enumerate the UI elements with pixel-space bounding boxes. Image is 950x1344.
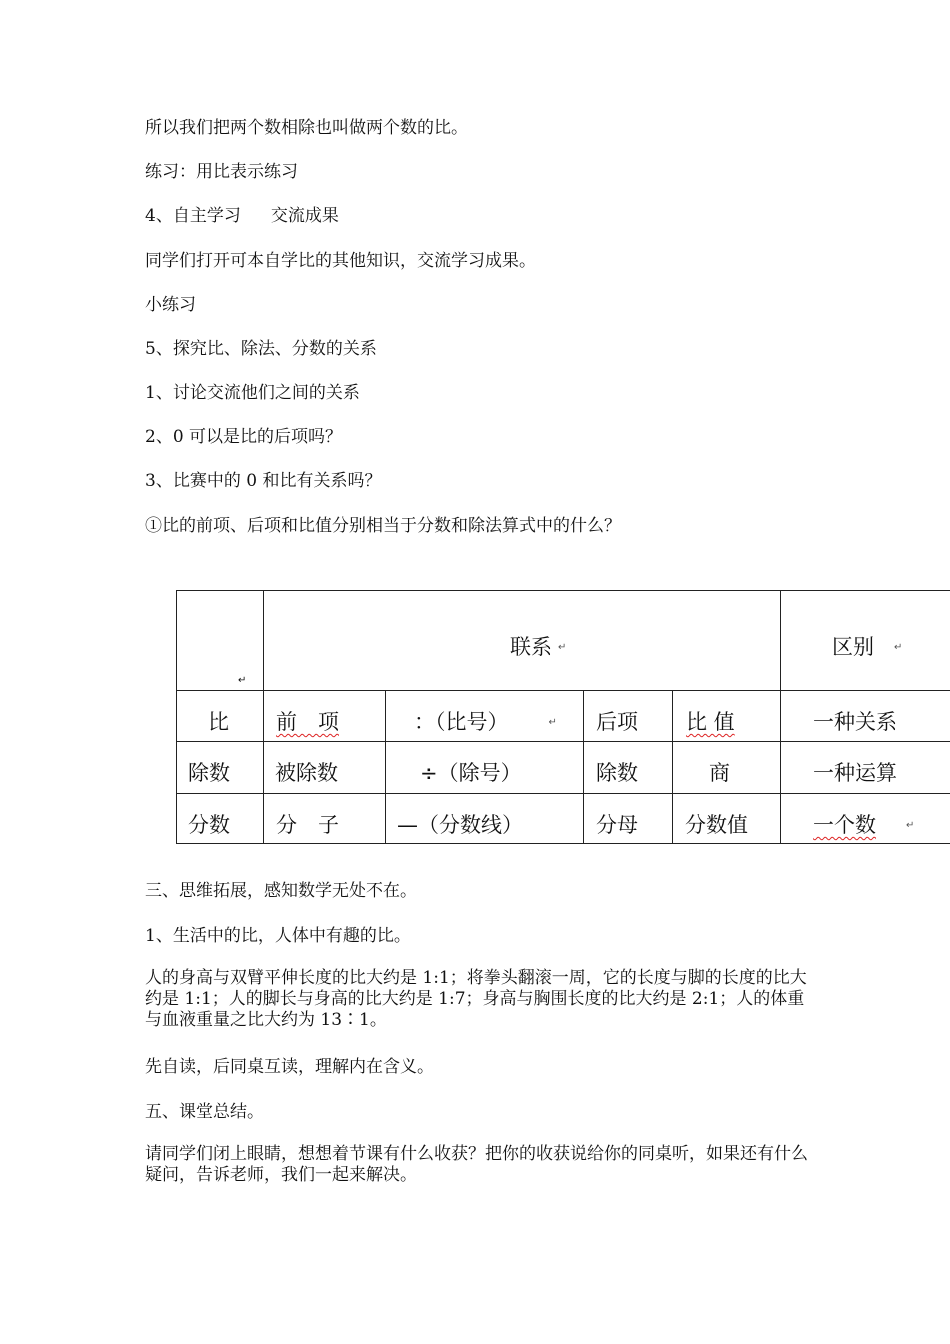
cell-diff-fraction: 一个数 ↵	[813, 813, 915, 837]
line-ratio-definition: 所以我们把两个数相除也叫做两个数的比。	[145, 118, 468, 138]
row-label-fraction: 分数	[188, 813, 230, 837]
return-mark: ↵	[906, 820, 915, 831]
section-three-heading: 三、思维拓展，感知数学无处不在。	[145, 881, 417, 901]
line-self-study	[145, 205, 339, 227]
cell-fraction-line: —（分数线）	[397, 813, 523, 837]
self-study-number: 4、自主学习	[145, 206, 241, 226]
cell-ratio-value: 比 值	[686, 710, 735, 734]
section-five-heading: 五、课堂总结。	[145, 1102, 264, 1122]
line-question-terms: ①比的前项、后项和比值分别相当于分数和除法算式中的什么？	[145, 516, 621, 536]
cell-diff-division: 一种运算	[813, 761, 897, 785]
return-mark: ↵	[894, 642, 903, 653]
line-ratios-in-body: 1、生活中的比，人体中有趣的比。	[145, 926, 411, 946]
line-open-book: 同学们打开可本自学比的其他知识，交流学习成果。	[145, 251, 536, 271]
cell-division-sign: ÷（除号）	[420, 761, 522, 785]
line-zero-consequent: 2、0 可以是比的后项吗？	[145, 427, 343, 447]
cell-fraction-value: 分数值	[685, 813, 748, 837]
row-label-division: 除数	[188, 761, 230, 785]
return-mark: ↵	[558, 642, 567, 653]
self-study-title: 交流成果	[270, 206, 339, 226]
cell-quotient: 商	[709, 761, 730, 785]
cell-divisor: 除数	[596, 761, 638, 785]
line-discuss: 1、讨论交流他们之间的关系	[145, 383, 360, 403]
line-practice: 练习：用比表示练习	[145, 162, 298, 182]
cell-numerator: 分 子	[276, 813, 339, 837]
cell-ratio-sign: ：（比号） ↵	[414, 710, 557, 734]
return-mark: ↵	[548, 717, 557, 728]
cell-back-term: 后项	[596, 710, 638, 734]
line-zero-in-match: 3、比赛中的 0 和比有关系吗？	[145, 471, 382, 491]
line-small-practice: 小练习	[145, 295, 196, 315]
cell-front-term: 前 项	[276, 710, 339, 734]
header-difference: 区别 ↵	[832, 635, 903, 659]
cell-diff-ratio: 一种关系	[813, 710, 897, 734]
row-label-ratio: 比	[208, 710, 229, 734]
return-mark: ↵	[238, 675, 247, 686]
cell-denominator: 分母	[596, 813, 638, 837]
line-explore-relation: 5、探究比、除法、分数的关系	[145, 339, 377, 359]
cell-dividend: 被除数	[275, 761, 338, 785]
line-read-together: 先自读，后同桌互读，理解内在含义。	[145, 1057, 434, 1077]
paragraph-summary: 请同学们闭上眼睛，想想着节课有什么收获？把你的收获说给你的同桌听，如果还有什么疑问，告诉老师，我们一起来解决。	[145, 1144, 808, 1185]
header-relation: 联系 ↵	[510, 635, 567, 659]
paragraph-body-ratios: 人的身高与双臂平伸长度的比大约是 1:1；将拳头翻滚一周，它的长度与脚的长度的比大约是 1:1；人的脚长与身高的比大约是 1:7；身高与胸围长度的比大约是 2:1；人的体重与血液重量之比大约为 13∶1。	[145, 968, 807, 1030]
